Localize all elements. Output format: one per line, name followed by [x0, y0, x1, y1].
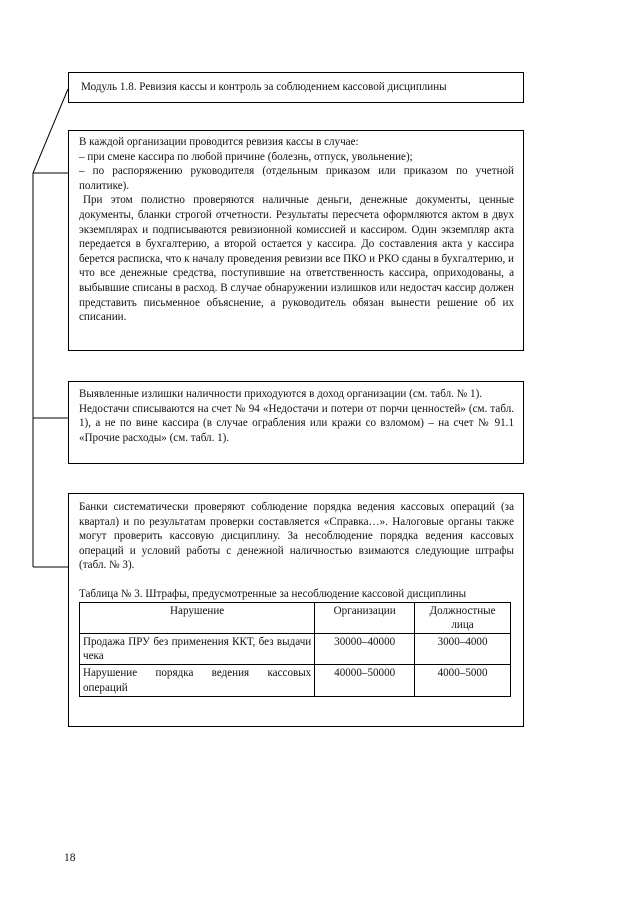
connector-diagonal	[33, 89, 68, 173]
banks-block	[68, 493, 524, 727]
table-row	[80, 665, 511, 696]
audit-procedure: При этом полистно проверяются наличные деньги, денежные документы, ценные документы, бланки строгой отчетности. Результаты пересчета оформляются актом в двух экземплярах и подписываются ревизионной комиссией и кассиром. Один экземпляр акта передается в бухгалтерию, а второй остается у кассира. До составления акта у кассира берется расписка, что к началу проведения ревизии все ПКО и РКО сданы в бухгалтерию, и что все денежные средства, поступившие на ответственность кассира, оприходованы, а выбывшие списаны в расход. В случае обнаружении излишков или недостач кассир должен представить письменное объяснение, а руководитель обязан вынести решение об их списании.	[79, 194, 514, 324]
table-caption: Таблица № 3. Штрафы, предусмотренные за несоблюдение кассовой дисциплины	[79, 587, 467, 600]
table-header-row	[80, 602, 511, 633]
cell-organizations: 30000–40000	[315, 633, 415, 664]
audit-case-1: – при смене кассира по любой причине (болезнь, отпуск, увольнение);	[79, 150, 413, 163]
fines-table	[79, 602, 511, 697]
audit-intro: В каждой организации проводится ревизия кассы в случае:	[79, 136, 359, 148]
module-title-box	[68, 72, 524, 103]
surplus-text: Выявленные излишки наличности приходуются в доход организации (см. табл. № 1).	[79, 388, 483, 400]
table-row	[80, 633, 511, 664]
header-organizations: Организации	[315, 602, 415, 633]
header-officials: Должностные лица	[415, 602, 511, 633]
audit-block	[68, 130, 524, 351]
shortage-text: Недостачи списываются на счет № 94 «Недостачи и потери от порчи ценностей» (см. табл. 1), а не по вине кассира (в случае ограбления или кражи со взломом) – на счет № 91.1 «Прочие расходы» (см. табл. 1).	[79, 402, 514, 444]
cell-officials: 4000–5000	[415, 665, 511, 696]
cell-violation: Нарушение порядка ведения кассовых операций	[80, 665, 315, 696]
cell-violation: Продажа ПРУ без применения ККТ, без выдачи чека	[80, 633, 315, 664]
surplus-block	[68, 381, 524, 464]
cell-organizations: 40000–50000	[315, 665, 415, 696]
audit-case-2: – по распоряжению руководителя (отдельным приказом или приказом по учетной политике).	[79, 165, 514, 192]
cell-officials: 3000–4000	[415, 633, 511, 664]
header-violation: Нарушение	[80, 602, 315, 633]
page-number: 18	[64, 852, 76, 864]
banks-text: Банки систематически проверяют соблюдение порядка ведения кассовых операций (за квартал) и по результатам проверки составляется «Справка…». Налоговые органы также могут проверить кассовую дисциплину. За несоблюдение порядка ведения кассовых операций и условий работы с денежной наличностью взимаются следующие штрафы (табл. № 3).	[79, 501, 514, 572]
module-title: Модуль 1.8. Ревизия кассы и контроль за соблюдением кассовой дисциплины	[81, 81, 447, 93]
